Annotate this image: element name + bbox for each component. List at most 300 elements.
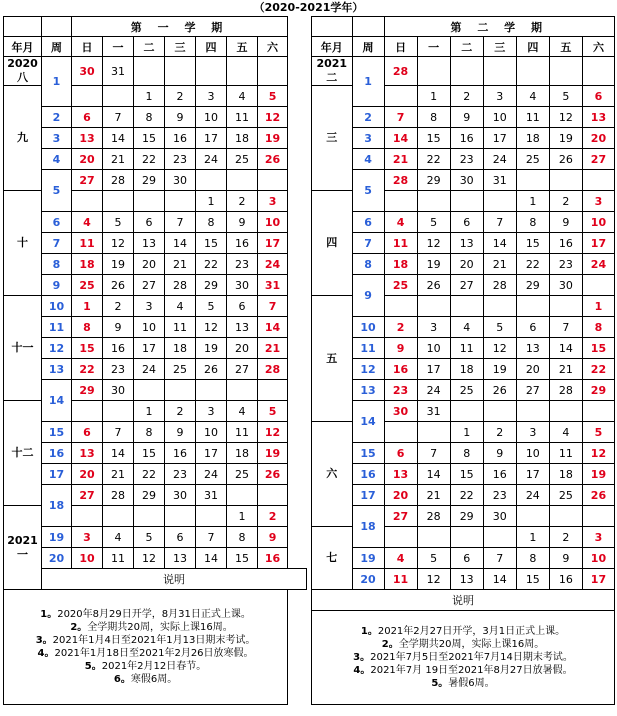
day-cell: 13 xyxy=(516,338,549,359)
day-cell: 2 xyxy=(384,317,417,338)
month-label-cell xyxy=(4,191,42,296)
day-cell: 30 xyxy=(227,275,258,296)
note-text: 寒假6周。 xyxy=(130,674,178,685)
day-cell: 4 xyxy=(384,212,417,233)
day-cell: 25 xyxy=(227,149,258,170)
day-cell: 22 xyxy=(516,254,549,275)
month-label-cell xyxy=(312,527,353,590)
day-cell: 21 xyxy=(165,254,196,275)
note-item xyxy=(312,664,614,677)
week-number: 5 xyxy=(42,170,72,212)
day-cell xyxy=(258,380,288,401)
day-cell: 17 xyxy=(582,569,614,590)
table-row xyxy=(4,296,307,317)
day-cell xyxy=(72,506,103,527)
day-cell xyxy=(549,401,582,422)
day-cell: 16 xyxy=(549,569,582,590)
day-cell: 15 xyxy=(196,233,227,254)
day-cell: 8 xyxy=(134,422,165,443)
day-cell: 20 xyxy=(450,254,483,275)
day-cell: 20 xyxy=(227,338,258,359)
day-cell: 28 xyxy=(417,506,450,527)
week-number: 2 xyxy=(42,107,72,128)
day-cell: 16 xyxy=(384,359,417,380)
day-cell: 27 xyxy=(582,149,614,170)
day-cell xyxy=(134,380,165,401)
day-cell: 20 xyxy=(72,464,103,485)
day-cell: 8 xyxy=(227,527,258,548)
notes-cell xyxy=(4,590,288,705)
day-cell xyxy=(549,506,582,527)
day-cell: 1 xyxy=(516,191,549,212)
month-label-cell xyxy=(4,506,42,590)
day-cell: 3 xyxy=(483,86,516,107)
day-cell: 3 xyxy=(196,401,227,422)
notes-title-row xyxy=(312,590,615,611)
table-row xyxy=(4,57,307,86)
day-cell: 14 xyxy=(103,443,134,464)
day-cell: 19 xyxy=(549,128,582,149)
day-cell: 12 xyxy=(258,107,288,128)
table-row xyxy=(312,107,615,128)
day-cell: 18 xyxy=(227,128,258,149)
day-cell: 14 xyxy=(483,569,516,590)
notes-title: 说明 xyxy=(312,590,615,611)
day-cell: 3 xyxy=(196,86,227,107)
note-number: 1。 xyxy=(360,626,378,637)
day-cell: 11 xyxy=(384,233,417,254)
day-cell: 13 xyxy=(134,233,165,254)
notes-cell xyxy=(312,611,615,705)
note-text: 2021年2月27日开学，3月1日正式上课。 xyxy=(377,626,566,637)
day-cell: 2 xyxy=(549,527,582,548)
day-cell: 7 xyxy=(103,422,134,443)
note-item xyxy=(312,625,614,638)
month-label-cell xyxy=(312,57,353,86)
day-cell: 29 xyxy=(450,506,483,527)
day-cell: 8 xyxy=(516,212,549,233)
day-cell: 22 xyxy=(134,149,165,170)
week-number: 6 xyxy=(352,212,384,233)
day-cell: 15 xyxy=(134,128,165,149)
day-cell: 2 xyxy=(258,506,288,527)
day-cell xyxy=(134,506,165,527)
column-header-row xyxy=(312,37,615,57)
month-label: 十一 xyxy=(11,341,34,354)
day-cell: 31 xyxy=(483,170,516,191)
day-cell xyxy=(582,57,614,86)
day-cell: 9 xyxy=(549,548,582,569)
day-cell: 27 xyxy=(450,275,483,296)
day-cell: 9 xyxy=(165,422,196,443)
day-cell xyxy=(582,170,614,191)
day-cell xyxy=(384,296,417,317)
day-cell xyxy=(384,191,417,212)
day-cell: 8 xyxy=(450,443,483,464)
day-cell: 8 xyxy=(196,212,227,233)
day-cell: 21 xyxy=(103,464,134,485)
day-cell: 5 xyxy=(103,212,134,233)
day-cell xyxy=(227,57,258,86)
day-cell: 5 xyxy=(258,401,288,422)
column-header: 日 xyxy=(72,37,103,57)
day-cell: 23 xyxy=(165,149,196,170)
month-label-cell xyxy=(4,86,42,191)
day-cell: 23 xyxy=(103,359,134,380)
day-cell: 12 xyxy=(258,422,288,443)
note-item xyxy=(4,660,287,673)
note-number: 1。 xyxy=(40,609,58,620)
day-cell: 29 xyxy=(582,380,614,401)
day-cell: 10 xyxy=(582,212,614,233)
day-cell: 3 xyxy=(582,191,614,212)
week-number: 6 xyxy=(42,212,72,233)
week-number: 5 xyxy=(352,170,384,212)
day-cell: 29 xyxy=(417,170,450,191)
day-cell: 18 xyxy=(516,128,549,149)
day-cell: 10 xyxy=(72,548,103,569)
day-cell: 25 xyxy=(450,380,483,401)
week-number: 1 xyxy=(352,57,384,107)
week-number: 3 xyxy=(352,128,384,149)
day-cell: 30 xyxy=(384,401,417,422)
day-cell xyxy=(72,401,103,422)
day-cell: 20 xyxy=(582,128,614,149)
day-cell: 20 xyxy=(516,359,549,380)
day-cell: 25 xyxy=(516,149,549,170)
table-row xyxy=(312,359,615,380)
day-cell xyxy=(582,275,614,296)
day-cell: 4 xyxy=(227,401,258,422)
day-cell: 30 xyxy=(450,170,483,191)
month-label: 三 xyxy=(326,131,338,144)
day-cell xyxy=(196,57,227,86)
day-cell: 2 xyxy=(450,86,483,107)
day-cell: 14 xyxy=(384,128,417,149)
month-label: 2021 xyxy=(316,57,348,70)
day-cell: 9 xyxy=(483,443,516,464)
day-cell: 18 xyxy=(384,254,417,275)
day-cell xyxy=(450,191,483,212)
day-cell: 21 xyxy=(103,149,134,170)
day-cell: 26 xyxy=(483,380,516,401)
day-cell: 6 xyxy=(450,548,483,569)
week-number: 7 xyxy=(352,233,384,254)
table-row xyxy=(312,506,615,527)
day-cell: 3 xyxy=(582,527,614,548)
day-cell: 12 xyxy=(196,317,227,338)
day-cell: 13 xyxy=(450,233,483,254)
week-number: 4 xyxy=(352,149,384,170)
day-cell: 10 xyxy=(582,548,614,569)
table-row xyxy=(312,317,615,338)
day-cell: 13 xyxy=(384,464,417,485)
week-number: 14 xyxy=(42,380,72,422)
day-cell: 7 xyxy=(196,527,227,548)
day-cell: 9 xyxy=(227,212,258,233)
day-cell: 25 xyxy=(165,359,196,380)
day-cell xyxy=(417,57,450,86)
table-row xyxy=(312,57,615,86)
table-row xyxy=(4,128,307,149)
month-label-cell xyxy=(4,401,42,506)
day-cell xyxy=(549,296,582,317)
day-cell xyxy=(450,296,483,317)
blank-header-cell xyxy=(352,17,384,37)
day-cell: 26 xyxy=(417,275,450,296)
day-cell: 1 xyxy=(417,86,450,107)
month-label-cell xyxy=(312,422,353,527)
week-number: 9 xyxy=(42,275,72,296)
table-row xyxy=(4,527,307,548)
table-row xyxy=(312,464,615,485)
month-label: 十 xyxy=(17,236,28,249)
calendar-table xyxy=(3,16,307,705)
week-number: 9 xyxy=(352,275,384,317)
day-cell xyxy=(549,57,582,86)
month-label: 五 xyxy=(326,351,338,365)
day-cell: 6 xyxy=(72,422,103,443)
column-header: 六 xyxy=(258,37,288,57)
day-cell: 12 xyxy=(103,233,134,254)
week-number: 13 xyxy=(352,380,384,401)
day-cell: 8 xyxy=(72,317,103,338)
day-cell: 14 xyxy=(103,128,134,149)
day-cell: 13 xyxy=(582,107,614,128)
day-cell: 27 xyxy=(227,359,258,380)
table-row xyxy=(312,401,615,422)
table-row xyxy=(4,380,307,401)
day-cell: 25 xyxy=(549,485,582,506)
day-cell: 22 xyxy=(417,149,450,170)
day-cell: 29 xyxy=(134,485,165,506)
table-row xyxy=(4,107,307,128)
day-cell: 4 xyxy=(165,296,196,317)
table-row xyxy=(4,548,307,569)
day-cell: 6 xyxy=(227,296,258,317)
note-number: 3。 xyxy=(353,652,371,663)
note-text: 全学期共20周，实际上课16周。 xyxy=(398,639,545,650)
day-cell: 1 xyxy=(450,422,483,443)
day-cell: 30 xyxy=(165,170,196,191)
month-label: 九 xyxy=(17,131,28,144)
table-row xyxy=(4,212,307,233)
day-cell xyxy=(227,485,258,506)
day-cell: 5 xyxy=(134,527,165,548)
column-header: 二 xyxy=(450,37,483,57)
day-cell: 16 xyxy=(450,128,483,149)
note-number: 2。 xyxy=(381,639,399,650)
day-cell xyxy=(196,380,227,401)
day-cell xyxy=(483,296,516,317)
day-cell: 22 xyxy=(134,464,165,485)
day-cell xyxy=(549,170,582,191)
day-cell: 2 xyxy=(165,401,196,422)
week-number: 15 xyxy=(352,443,384,464)
day-cell xyxy=(483,401,516,422)
column-header: 一 xyxy=(103,37,134,57)
day-cell: 1 xyxy=(134,401,165,422)
table-row xyxy=(4,464,307,485)
week-number: 17 xyxy=(352,485,384,506)
column-header: 三 xyxy=(165,37,196,57)
week-number: 8 xyxy=(42,254,72,275)
week-number: 16 xyxy=(352,464,384,485)
month-label: 七 xyxy=(326,551,338,564)
day-cell xyxy=(450,57,483,86)
day-cell: 16 xyxy=(227,233,258,254)
day-cell xyxy=(258,57,288,86)
day-cell: 29 xyxy=(196,275,227,296)
day-cell: 9 xyxy=(549,212,582,233)
table-row xyxy=(4,233,307,254)
day-cell: 7 xyxy=(483,212,516,233)
table-row xyxy=(312,548,615,569)
day-cell xyxy=(483,191,516,212)
month-label: 二 xyxy=(326,71,338,84)
day-cell: 30 xyxy=(72,57,103,86)
table-row xyxy=(312,212,615,233)
day-cell: 19 xyxy=(483,359,516,380)
week-number: 10 xyxy=(352,317,384,338)
column-header: 四 xyxy=(196,37,227,57)
day-cell: 11 xyxy=(549,443,582,464)
day-cell: 11 xyxy=(72,233,103,254)
month-label: 十二 xyxy=(11,446,34,459)
day-cell: 10 xyxy=(483,107,516,128)
day-cell: 24 xyxy=(417,380,450,401)
note-number: 4。 xyxy=(37,648,55,659)
day-cell: 7 xyxy=(384,107,417,128)
month-label-cell xyxy=(4,296,42,401)
day-cell: 17 xyxy=(516,464,549,485)
day-cell: 25 xyxy=(227,464,258,485)
note-text: 2021年2月12日春节。 xyxy=(101,661,207,672)
day-cell: 31 xyxy=(196,485,227,506)
table-row xyxy=(4,170,307,191)
day-cell: 11 xyxy=(450,338,483,359)
note-item xyxy=(312,677,614,690)
note-item xyxy=(312,638,614,651)
day-cell: 7 xyxy=(165,212,196,233)
day-cell: 4 xyxy=(227,86,258,107)
day-cell: 5 xyxy=(258,86,288,107)
day-cell: 1 xyxy=(72,296,103,317)
day-cell: 7 xyxy=(258,296,288,317)
day-cell: 4 xyxy=(384,548,417,569)
day-cell: 26 xyxy=(258,149,288,170)
day-cell: 6 xyxy=(582,86,614,107)
day-cell: 2 xyxy=(483,422,516,443)
day-cell: 17 xyxy=(483,128,516,149)
day-cell: 12 xyxy=(417,569,450,590)
note-text: 全学期共20周，实际上课16周。 xyxy=(87,622,233,633)
day-cell: 15 xyxy=(450,464,483,485)
day-cell xyxy=(417,527,450,548)
day-cell: 11 xyxy=(384,569,417,590)
day-cell xyxy=(103,86,134,107)
day-cell: 15 xyxy=(516,233,549,254)
day-cell: 11 xyxy=(516,107,549,128)
day-cell xyxy=(417,191,450,212)
day-cell: 9 xyxy=(258,527,288,548)
note-number: 5。 xyxy=(431,678,449,689)
day-cell: 16 xyxy=(549,233,582,254)
week-number: 10 xyxy=(42,296,72,317)
month-label-cell xyxy=(312,86,353,191)
note-number: 2。 xyxy=(70,622,88,633)
day-cell: 31 xyxy=(417,401,450,422)
day-cell: 23 xyxy=(549,254,582,275)
day-cell: 22 xyxy=(196,254,227,275)
table-row xyxy=(312,569,615,590)
week-number: 4 xyxy=(42,149,72,170)
month-label: 八 xyxy=(17,71,28,84)
table-row xyxy=(4,485,307,506)
day-cell: 12 xyxy=(134,548,165,569)
day-cell: 8 xyxy=(134,107,165,128)
table-row xyxy=(312,170,615,191)
day-cell: 6 xyxy=(516,317,549,338)
day-cell xyxy=(227,170,258,191)
notes-row xyxy=(312,611,615,705)
day-cell: 5 xyxy=(196,296,227,317)
blank-header-cell xyxy=(4,17,42,37)
day-cell: 15 xyxy=(417,128,450,149)
day-cell: 8 xyxy=(582,317,614,338)
week-number: 2 xyxy=(352,107,384,128)
day-cell xyxy=(103,506,134,527)
day-cell xyxy=(417,296,450,317)
day-cell xyxy=(196,170,227,191)
day-cell: 27 xyxy=(134,275,165,296)
day-cell: 13 xyxy=(165,548,196,569)
day-cell: 30 xyxy=(549,275,582,296)
day-cell: 5 xyxy=(417,212,450,233)
month-label: 2021 xyxy=(7,533,38,547)
column-header: 二 xyxy=(134,37,165,57)
day-cell: 20 xyxy=(72,149,103,170)
day-cell: 17 xyxy=(258,233,288,254)
month-label: 2020 xyxy=(7,57,38,70)
calendar-table xyxy=(311,16,615,705)
day-cell: 15 xyxy=(516,569,549,590)
day-cell: 25 xyxy=(384,275,417,296)
day-cell: 16 xyxy=(165,128,196,149)
table-row xyxy=(4,317,307,338)
table-row xyxy=(312,485,615,506)
day-cell: 23 xyxy=(450,149,483,170)
day-cell xyxy=(582,506,614,527)
day-cell xyxy=(384,86,417,107)
day-cell: 21 xyxy=(483,254,516,275)
day-cell: 6 xyxy=(165,527,196,548)
day-cell: 29 xyxy=(134,170,165,191)
day-cell xyxy=(450,401,483,422)
day-cell: 28 xyxy=(483,275,516,296)
day-cell: 4 xyxy=(72,212,103,233)
day-cell: 28 xyxy=(384,170,417,191)
day-cell: 11 xyxy=(165,317,196,338)
table-row xyxy=(4,443,307,464)
column-header: 日 xyxy=(384,37,417,57)
column-header: 周 xyxy=(352,37,384,57)
day-cell: 12 xyxy=(483,338,516,359)
table-row xyxy=(312,254,615,275)
note-item xyxy=(4,621,287,634)
day-cell: 27 xyxy=(384,506,417,527)
notes-title: 说明 xyxy=(42,569,307,590)
